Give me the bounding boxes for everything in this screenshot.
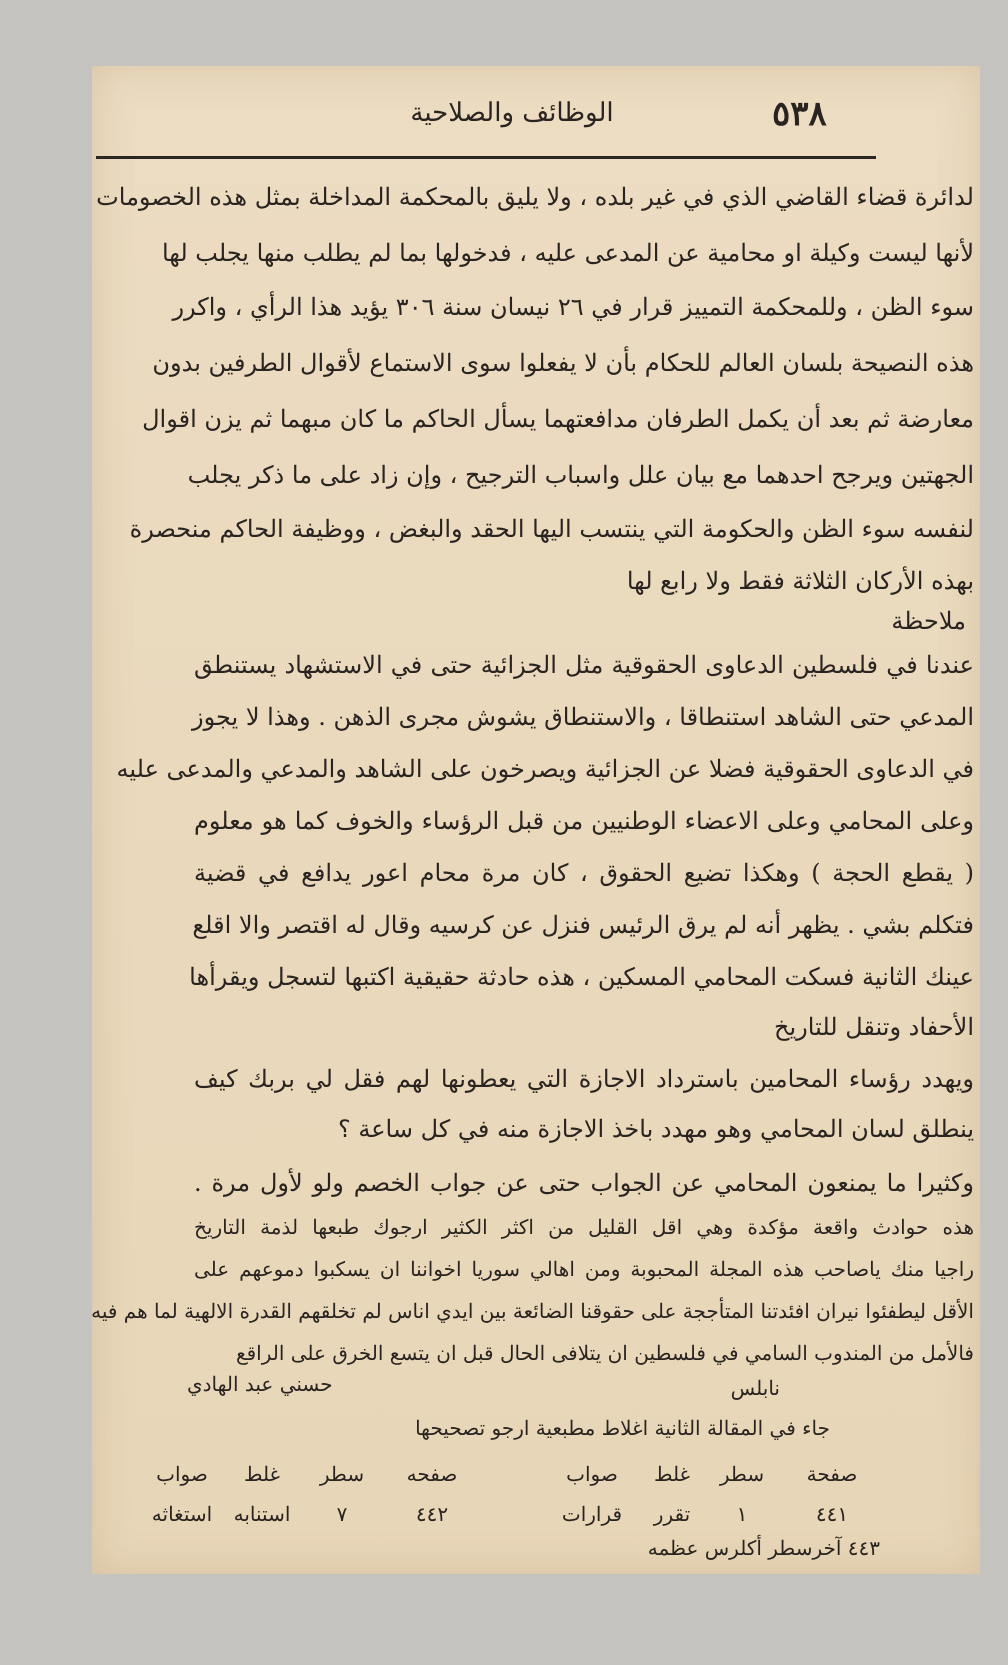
errata-header: سطر (319, 1462, 365, 1486)
text-line: ويهدد رؤساء المحامين باسترداد الاجازة التي يعطونها لهم فقل لي بربك كيف (194, 1065, 974, 1093)
errata-cell: تقرر (653, 1502, 691, 1526)
signature-place: نابلس (730, 1376, 780, 1400)
text-line: الأقل ليطفئوا نيران افئدتنا المتأججة على حقوقنا الضائعة بين ايدي اناس لم تخلقهم القدرة الالهية لما هم فيه (91, 1299, 974, 1323)
section-heading: ملاحظة (891, 607, 966, 635)
errata-intro: جاء في المقالة الثانية اغلاط مطبعية ارجو تصحيحها (415, 1416, 830, 1440)
errata-header: صفحة (806, 1462, 858, 1486)
running-title: الوظائف والصلاحية (410, 98, 614, 128)
text-line: وعلى المحامي وعلى الاعضاء الوطنيين من قبل الرؤساء والخوف كما هو معلوم (194, 807, 974, 835)
errata-cell: ٤٤١ (815, 1502, 849, 1526)
errata-cell: قرارات (561, 1502, 623, 1526)
text-line: معارضة ثم بعد أن يكمل الطرفان مدافعتهما يسأل الحاكم ما كان مبهما ثم يزن اقوال (142, 405, 974, 433)
text-line: عندنا في فلسطين الدعاوى الحقوقية مثل الجزائية حتى في الاستشهاد يستنطق (194, 651, 974, 679)
errata-header: صواب (566, 1462, 618, 1486)
errata-header: غلط (243, 1462, 281, 1486)
text-line: فتكلم بشي . يظهر أنه لم يرق الرئيس فنزل عن كرسيه وقال له اقتصر والا اقلع (192, 911, 974, 939)
text-line: عينك الثانية فسكت المحامي المسكين ، هذه حادثة حقيقية اكتبها لتسجل ويقرأها (189, 963, 974, 991)
errata-cell: استغاثه (151, 1502, 213, 1526)
errata-cell: ٧ (336, 1502, 348, 1526)
errata-cell: استنابه (233, 1502, 291, 1526)
text-line: سوء الظن ، وللمحكمة التمييز قرار في ٢٦ نيسان سنة ٣٠٦ يؤيد هذا الرأي ، واكرر (172, 293, 974, 321)
errata-cell: ٤٤٢ (415, 1502, 449, 1526)
text-line: لدائرة قضاء القاضي الذي في غير بلده ، ولا يليق بالمحكمة المداخلة بمثل هذه الخصومات (96, 183, 974, 211)
text-line: بهذه الأركان الثلاثة فقط ولا رابع لها (626, 567, 974, 595)
text-line: الجهتين ويرجح احدهما مع بيان علل واسباب الترجيح ، وإن زاد على ما ذكر يجلب (187, 461, 974, 489)
page-number: ٥٣٨ (772, 94, 827, 134)
text-line: ينطلق لسان المحامي وهو مهدد باخذ الاجازة منه في كل ساعة ؟ (338, 1115, 974, 1143)
text-line: وكثيرا ما يمنعون المحامي عن الجواب حتى عن جواب الخصم ولو لأول مرة . (194, 1169, 974, 1197)
text-line: المدعي حتى الشاهد استنطاقا ، والاستنطاق يشوش مجرى الذهن . وهذا لا يجوز (192, 703, 974, 731)
text-line: هذه النصيحة بلسان العالم للحكام بأن لا يفعلوا سوى الاستماع لأقوال الطرفين بدون (152, 349, 974, 377)
errata-row: ٤٤٣ آخرسطر أكلرس عظمه (647, 1536, 880, 1560)
text-line: فالأمل من المندوب السامي في فلسطين ان يتلافى الحال قبل ان يتسع الخرق على الراقع (235, 1341, 974, 1365)
text-line: هذه حوادث واقعة مؤكدة وهي اقل القليل من اكثر الكثير ارجوك طبعها لذمة التاريخ (194, 1215, 974, 1239)
text-line: في الدعاوى الحقوقية فضلا عن الجزائية ويصرخون على الشاهد والمدعي والمدعى عليه (116, 755, 974, 783)
text-line: راجيا منك ياصاحب هذه المجلة المحبوبة ومن اهالي سوريا اخواننا ان يسكبوا دموعهم على (194, 1257, 974, 1281)
text-line: لأنها ليست وكيلة او محامية عن المدعى عليه ، فدخولها بما لم يطلب منها يجلب لها (161, 239, 974, 267)
text-line: الأحفاد وتنقل للتاريخ (774, 1013, 974, 1041)
errata-header: صفحه (406, 1462, 458, 1486)
errata-cell: ١ (736, 1502, 748, 1526)
errata-header: صواب (156, 1462, 208, 1486)
errata-header: سطر (719, 1462, 765, 1486)
text-line: ( يقطع الحجة ) وهكذا تضيع الحقوق ، كان مرة محام اعور يدافع في قضية (194, 859, 974, 887)
header-rule (96, 156, 876, 159)
errata-header: غلط (653, 1462, 691, 1486)
book-page (92, 66, 980, 1574)
text-line: لنفسه سوء الظن والحكومة التي ينتسب اليها الحقد والبغض ، ووظيفة الحاكم منحصرة (129, 515, 974, 543)
signature-name: حسني عبد الهادي (187, 1372, 333, 1396)
